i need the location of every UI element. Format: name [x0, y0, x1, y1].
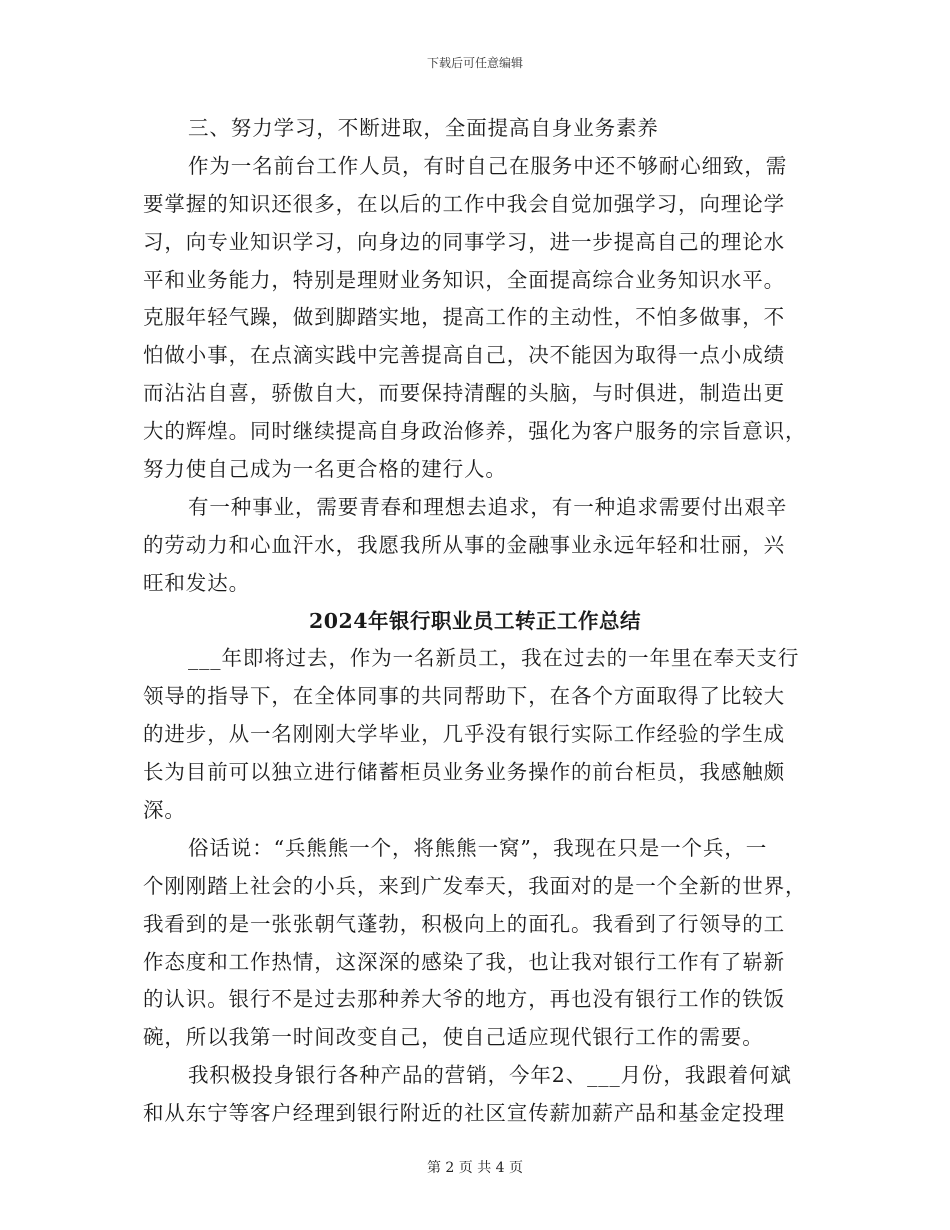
paragraph-line: 克服年轻气躁，做到脚踏实地，提高工作的主动性，不怕多做事，不 [143, 305, 785, 330]
paragraph-line: 习，向专业知识学习，向身边的同事学习，进一步提高自己的理论水 [143, 229, 785, 254]
paragraph-line: 要掌握的知识还很多，在以后的工作中我会自觉加强学习，向理论学 [143, 191, 785, 216]
paragraph-line: 个刚刚踏上社会的小兵，来到广发奉天，我面对的是一个全新的世界， [143, 873, 807, 898]
paragraph-line: 平和业务能力，特别是理财业务知识，全面提高综合业务知识水平。 [143, 267, 785, 292]
paragraph-line: 深。 [143, 798, 186, 823]
paragraph-line: 作态度和工作热情，这深深的感染了我，也让我对银行工作有了崭新 [143, 949, 785, 974]
paragraph-line: 的进步，从一名刚刚大学毕业，几乎没有银行实际工作经验的学生成 [143, 722, 785, 747]
paragraph-line: 的认识。银行不是过去那种养大爷的地方，再也没有银行工作的铁饭 [143, 987, 785, 1012]
paragraph-line: 的劳动力和心血汗水，我愿我所从事的金融事业永远年轻和壮丽，兴 [143, 532, 785, 557]
paragraph-line: 怕做小事，在点滴实践中完善提高自己，决不能因为取得一点小成绩 [143, 343, 785, 368]
paragraph-line: 作为一名前台工作人员，有时自己在服务中还不够耐心细致，需 [188, 153, 788, 178]
paragraph-line: 我积极投身银行各种产品的营销，今年2、___月份，我跟着何斌 [188, 1063, 792, 1088]
paragraph-line: ___年即将过去，作为一名新员工，我在过去的一年里在奉天支行 [188, 646, 800, 671]
page-header-note: 下载后可任意编辑 [426, 56, 523, 70]
page-number: 第 2 页 共 4 页 [426, 1160, 524, 1176]
paragraph-line: 我看到的是一张张朝气蓬勃，积极向上的面孔。我看到了行领导的工 [143, 911, 785, 936]
paragraph-line: 碗，所以我第一时间改变自己，使自己适应现代银行工作的需要。 [143, 1025, 764, 1050]
paragraph-line: 领导的指导下，在全体同事的共同帮助下，在各个方面取得了比较大 [143, 684, 785, 709]
document-body [143, 110, 807, 1133]
paragraph-line: 大的辉煌。同时继续提高自身政治修养，强化为客户服务的宗旨意识， [143, 419, 807, 444]
paragraph-line: 努力使自己成为一名更合格的建行人。 [143, 457, 507, 482]
paragraph-line: 长为目前可以独立进行储蓄柜员业务业务操作的前台柜员，我感触颇 [143, 760, 785, 785]
paragraph-line: 而沾沾自喜，骄傲自大，而要保持清醒的头脑，与时俱进，制造出更 [143, 381, 785, 406]
paragraph-line: 有一种事业，需要青春和理想去追求，有一种追求需要付出艰辛 [188, 494, 788, 519]
document-title: 2024年银行职业员工转正工作总结 [308, 608, 642, 633]
paragraph-line: 俗话说：“兵熊熊一个，将熊熊一窝”，我现在只是一个兵，一 [188, 835, 768, 860]
paragraph-line: 和从东宁等客户经理到银行附近的社区宣传薪加薪产品和基金定投理 [143, 1101, 785, 1126]
paragraph-line: 旺和发达。 [143, 570, 250, 595]
section-heading: 三、努力学习，不断进取，全面提高自身业务素养 [188, 116, 659, 140]
